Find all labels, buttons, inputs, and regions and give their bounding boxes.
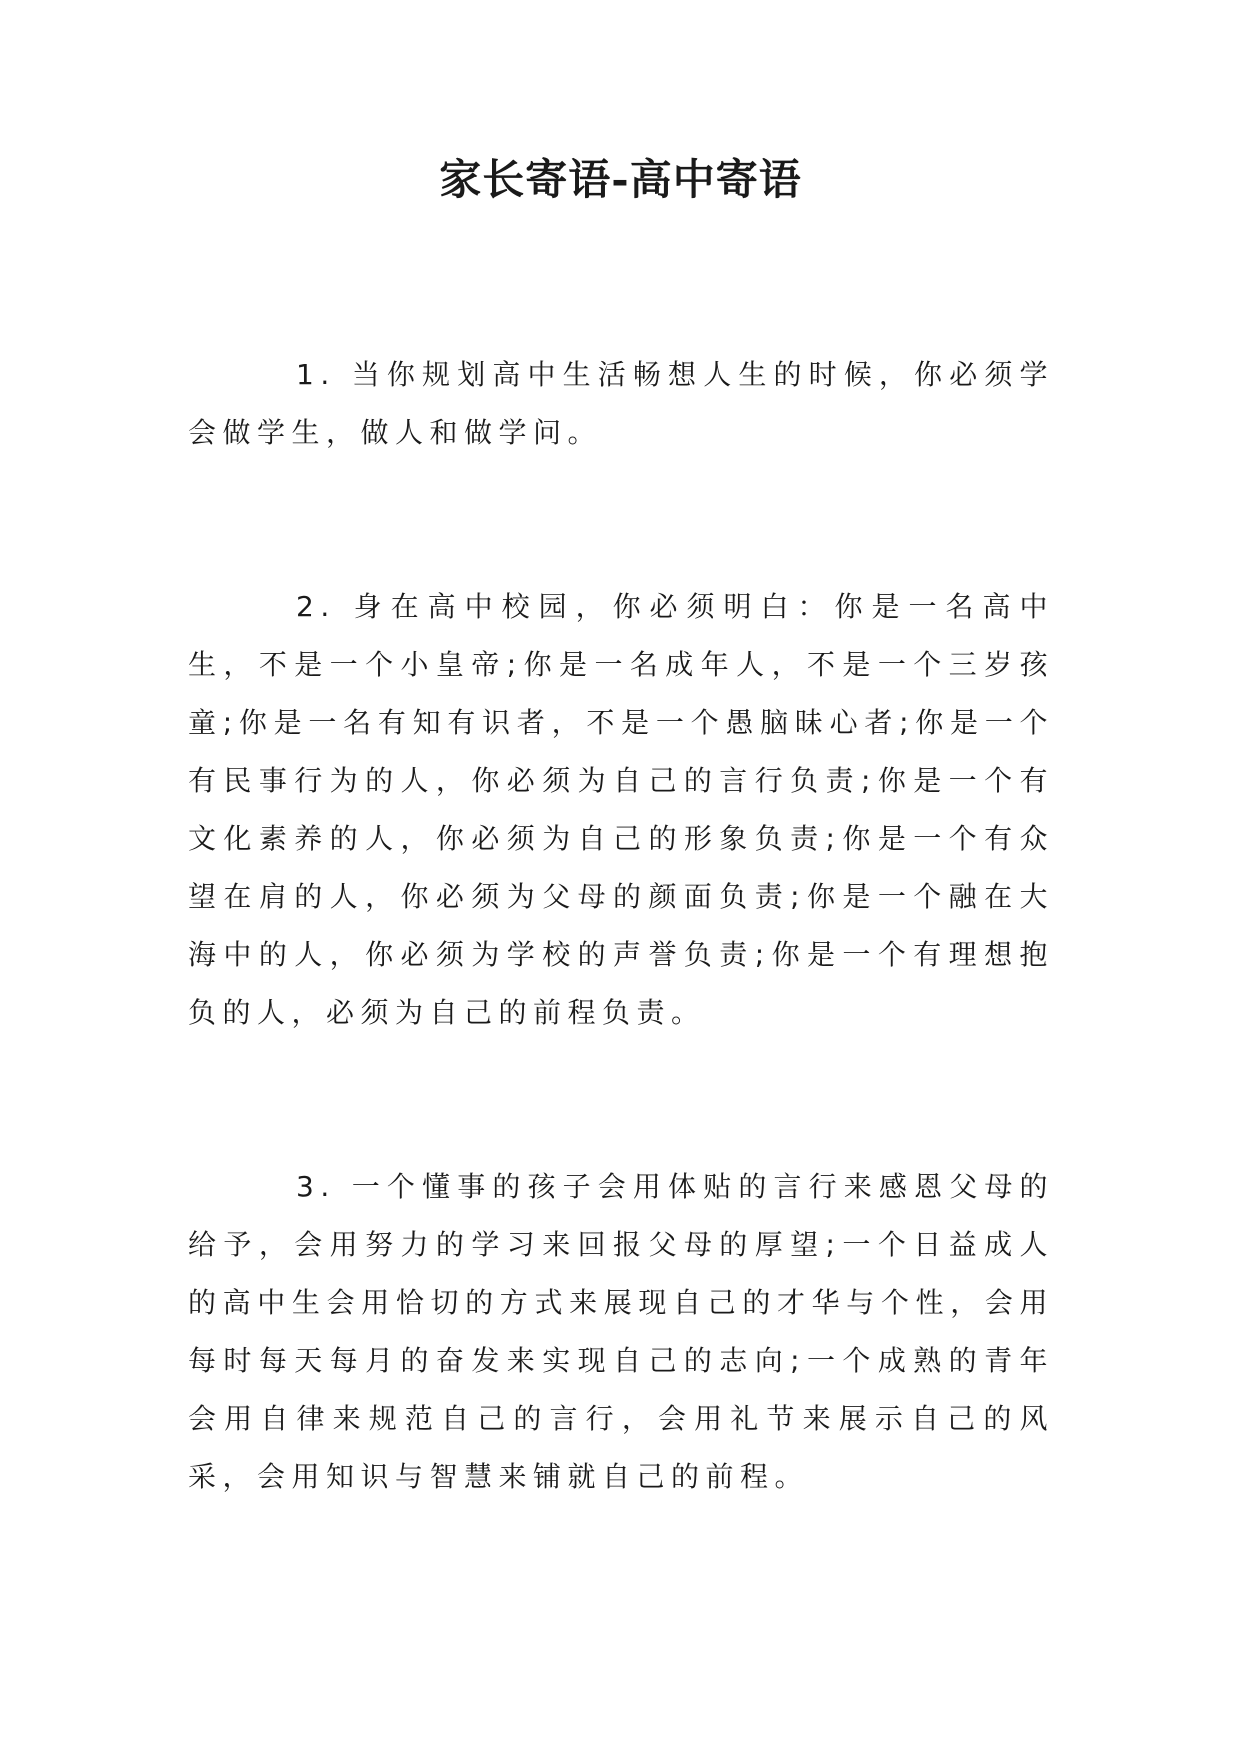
paragraph-3: 3. 一个懂事的孩子会用体贴的言行来感恩父母的给予，会用努力的学习来回报父母的厚望;一个日益成人的高中生会用恰切的方式来展现自己的才华与个性，会用每时每天每月的奋发来实现自己的志向;一个成熟的青年会用自律来规范自己的言行，会用礼节来展示自己的风采，会用知识与智慧来铺就自己的前程。 [188,1170,1054,1493]
paragraph-1: 1. 当你规划高中生活畅想人生的时候，你必须学会做学生，做人和做学问。 [188,358,1054,449]
page-title: 家长寄语-高中寄语 [439,155,802,204]
paragraph-2: 2. 身在高中校园，你必须明白：你是一名高中生，不是一个小皇帝;你是一名成年人，不是一个三岁孩童;你是一名有知有识者，不是一个愚脑昧心者;你是一个有民事行为的人，你必须为自己的言行负责;你是一个有文化素养的人，你必须为自己的形象负责;你是一个有众望在肩的人，你必须为父母的颜面负责;你是一个融在大海中的人，你必须为学校的声誉负责;你是一个有理想抱负的人，必须为自己的前程负责。 [188,590,1054,1029]
